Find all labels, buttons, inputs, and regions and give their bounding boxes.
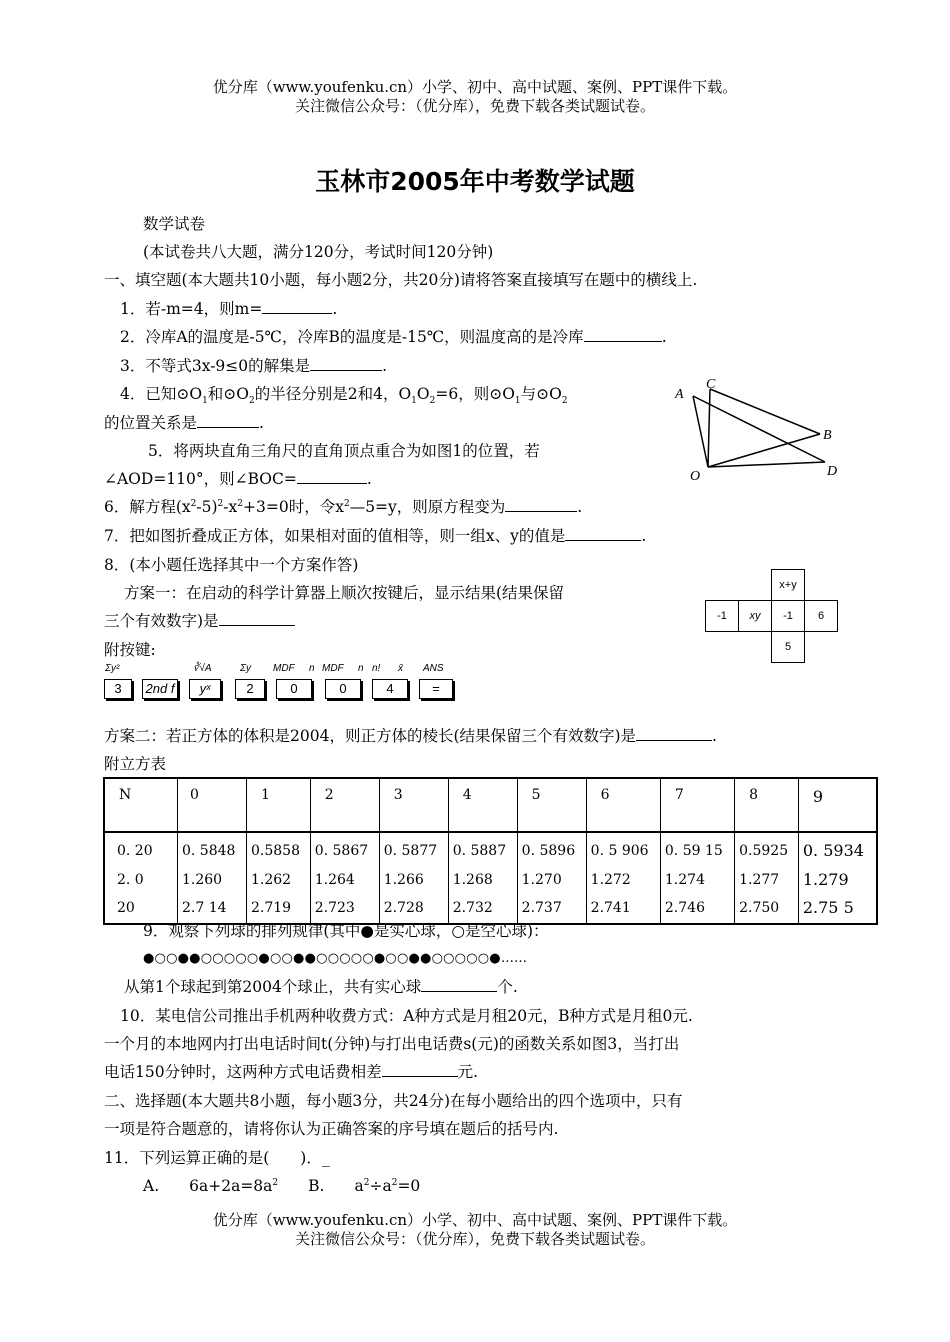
key-4[interactable]: 4	[372, 679, 408, 699]
header-line-2: 关注微信公众号：（优分库），免费下载各类试题试卷。	[294, 97, 655, 115]
table-data-block	[104, 832, 877, 924]
table-col-5	[517, 832, 586, 924]
answer-blank	[382, 1062, 458, 1077]
table-col-4	[448, 832, 517, 924]
answer-blank	[219, 611, 295, 626]
q9-text-d: 个.	[497, 978, 518, 996]
key-label-n-2: n	[358, 663, 364, 674]
keys-label: 附按键:	[104, 641, 156, 659]
ball-sequence: ●○○●●○○○○○●○○●●○○○○○●○○●●○○○○○●……	[143, 951, 528, 966]
question-5-cont	[104, 469, 372, 489]
table-col-0	[178, 832, 247, 924]
answer-blank	[565, 526, 641, 541]
table-cell: 0. 5 906	[590, 843, 649, 859]
question-4	[120, 384, 568, 407]
table-cell: 0. 5877	[383, 843, 438, 859]
key-label-root: ∛√A	[193, 663, 212, 674]
table-header-cell: 1	[246, 778, 310, 832]
cube-table-label: 附立方表	[104, 755, 167, 773]
table-header-cell: 5	[517, 778, 586, 832]
table-col-9	[798, 832, 877, 924]
table-header-cell: 0	[178, 778, 247, 832]
label-o: O	[690, 469, 701, 482]
table-cell: 0. 59 15	[664, 843, 723, 859]
sup-2: 2	[343, 498, 350, 509]
period: .	[366, 470, 372, 488]
plan-1-cont	[104, 611, 295, 631]
table-header-cell: 9	[798, 778, 877, 832]
label-c: C	[706, 377, 716, 392]
exam-note: (本试卷共八大题，满分120分，考试时间120分钟)	[143, 243, 494, 261]
q2-text: 2．冷库A的温度是-5℃，冷库B的温度是-15℃，则温度高的是冷库	[120, 328, 584, 346]
option-b-result: =0	[397, 1177, 421, 1195]
table-cell: 2.723	[314, 900, 355, 916]
key-0-first[interactable]: 0	[276, 679, 312, 699]
question-6	[104, 497, 582, 517]
table-cell: 0. 5896	[521, 843, 576, 859]
table-header-cell: 2	[310, 778, 379, 832]
question-5: 5．将两块直角三角尺的直角顶点重合为如图1的位置，若	[148, 442, 540, 460]
q6-text-b: -5)	[196, 498, 218, 516]
answer-blank	[310, 356, 382, 371]
cube-net	[705, 569, 838, 663]
question-10: 10．某电信公司推出手机两种收费方式：A种方式是月租20元，B种方式是月租0元.	[120, 1007, 693, 1025]
question-11: 11．下列运算正确的是( )．_	[104, 1149, 330, 1167]
q6-text-a: 6．解方程(x	[104, 498, 191, 516]
table-cell: 2.7 14	[182, 900, 227, 916]
table-cell: 1.277	[739, 871, 780, 888]
period: .	[332, 300, 338, 318]
table-cell: 1.260	[182, 871, 223, 888]
answer-blank	[421, 977, 497, 992]
table-col-8	[735, 832, 799, 924]
q4-text-d: =6，则⊙O	[435, 385, 515, 403]
q7-text: 7．把如图折叠成正方体，如果相对面的值相等，则一组x、y的值是	[104, 527, 566, 545]
option-a-label: A.	[143, 1177, 160, 1195]
option-b-a: a	[354, 1177, 364, 1195]
key-label-x-bar: x̄	[398, 663, 403, 674]
key-2[interactable]: 2	[235, 679, 265, 699]
question-11-options	[143, 1176, 420, 1196]
table-cell: 2.750	[739, 900, 780, 916]
table-cell: 0. 5934	[802, 841, 864, 860]
key-label-n-factorial: n!	[372, 663, 381, 674]
question-10-line-2: 一个月的本地网内打出电话时间t(分钟)与打出电话费s(元)的函数关系如图3，当打出	[104, 1035, 680, 1053]
net-face-right: 6	[805, 601, 838, 632]
question-7	[104, 526, 646, 546]
q3-text: 3．不等式3x-9≤0的解集是	[120, 357, 311, 375]
net-face-bottom: 5	[772, 632, 805, 663]
period: .	[382, 357, 388, 375]
answer-blank	[636, 726, 712, 741]
table-cell: 1.272	[590, 871, 631, 888]
table-cell: 2.719	[250, 900, 292, 916]
section-2-heading-cont: 一项是符合题意的，请将你认为正确答案的序号填在题后的括号内.	[104, 1120, 559, 1138]
q4-text-c: 的半径分别是2和4，O	[254, 385, 412, 403]
subtitle: 数学试卷	[143, 215, 206, 233]
sub-1: 1	[202, 396, 208, 407]
key-label-mdf-1: MDF	[273, 663, 295, 674]
sup-2: 2	[237, 498, 243, 509]
sub-1: 1	[411, 396, 417, 407]
table-header-cell: N	[104, 778, 178, 832]
answer-blank	[584, 327, 662, 342]
q6-text-e: —5=y，则原方程变为	[349, 498, 506, 516]
table-cell: 1.268	[452, 871, 493, 888]
sub-2: 2	[429, 396, 436, 407]
q4-text-f: 的位置关系是	[104, 414, 198, 432]
sub-2: 2	[249, 396, 255, 407]
table-cell: 1.264	[314, 871, 355, 888]
table-header-cell: 4	[448, 778, 517, 832]
net-face-top: x+y	[772, 570, 805, 601]
table-col-6	[586, 832, 660, 924]
table-cell: 0.5858	[250, 843, 300, 859]
table-cell: 1.279	[802, 869, 849, 889]
cell-n-2: 2. 0	[117, 871, 144, 888]
table-col-n	[104, 832, 178, 924]
table-cell: 2.746	[664, 900, 705, 916]
table-header-cell: 6	[586, 778, 660, 832]
answer-blank	[297, 469, 367, 484]
plan-1: 方案一：在启动的科学计算器上顺次按键后，显示结果(结果保留	[124, 584, 565, 602]
label-d: D	[827, 464, 838, 479]
table-cell: 1.274	[664, 871, 705, 888]
key-power[interactable]: yˣ	[189, 679, 221, 699]
label-b: B	[823, 428, 832, 443]
table-cell: 0.5925	[739, 843, 789, 859]
q1-text: 1．若-m=4，则m=	[120, 300, 263, 318]
net-face-left: -1	[706, 601, 739, 632]
q6-text-c: -x	[223, 498, 238, 516]
question-10-line-3	[104, 1062, 478, 1082]
key-equals[interactable]: =	[419, 679, 453, 699]
key-label-n-1: n	[309, 663, 315, 674]
label-a: A	[675, 387, 684, 402]
key-label-ans: ANS	[423, 663, 444, 674]
q4-text-b: 和⊙O	[207, 385, 249, 403]
sup-2: 2	[190, 498, 197, 509]
table-col-1	[246, 832, 310, 924]
table-cell: 1.270	[521, 871, 562, 888]
key-label-mdf-2: MDF	[322, 663, 344, 674]
table-header-cell: 7	[660, 778, 734, 832]
table-cell: 0. 5887	[452, 843, 507, 859]
table-cell: 2.737	[521, 900, 562, 916]
key-3[interactable]: 3	[104, 679, 132, 699]
question-8: 8．(本小题任选择其中一个方案作答)	[104, 556, 359, 574]
period: .	[712, 727, 717, 745]
table-cell: 1.262	[250, 871, 292, 888]
question-4-cont	[104, 413, 264, 433]
q9-text-c: 从第1个球起到第2004个球止，共有实心球	[124, 978, 422, 996]
table-cell: 2.75 5	[802, 898, 854, 917]
header-line-1: 优分库（www.youfenku.cn）小学、初中、高中试题、案例、PPT课件下载。	[212, 78, 738, 96]
answer-blank	[262, 299, 332, 314]
sub-2: 2	[561, 396, 568, 407]
table-cell: 2.728	[383, 900, 424, 916]
o-letter: O	[416, 385, 430, 403]
table-cell: 0. 5867	[314, 843, 369, 859]
plan-2	[104, 726, 717, 746]
key-label-sum-y: Σy	[240, 663, 251, 674]
figure-1-triangles	[670, 372, 850, 482]
question-2	[120, 327, 667, 347]
table-header-cell: 3	[379, 778, 448, 832]
option-b-div: ÷a	[369, 1177, 392, 1195]
cube-root-table	[103, 777, 878, 925]
section-1-heading: 一、填空题(本大题共10小题，每小题2分，共20分)请将答案直接填写在题中的横线上.	[104, 271, 698, 289]
table-col-7	[660, 832, 734, 924]
key-label-sum-y2: Σy²	[105, 663, 120, 674]
sup-2: 2	[363, 1177, 370, 1188]
table-cell: 2.741	[590, 900, 631, 916]
page-title: 玉林市2005年中考数学试题	[315, 167, 635, 196]
option-b-label: B.	[308, 1177, 325, 1195]
question-1	[120, 299, 337, 319]
period: .	[661, 328, 667, 346]
period: .	[259, 414, 264, 432]
q10-text-d: 元.	[457, 1063, 479, 1081]
sup-2: 2	[217, 498, 224, 509]
question-9-cont	[124, 977, 518, 997]
footer-line-2: 关注微信公众号：（优分库），免费下载各类试题试卷。	[294, 1230, 655, 1248]
answer-blank	[505, 497, 577, 512]
question-9: 9．观察下列球的排列规律(其中●是实心球，○是空心球)：	[143, 922, 549, 940]
answer-blank	[197, 413, 259, 428]
cell-n-1: 0. 20	[117, 843, 153, 859]
q4-text-e: 与⊙O	[520, 385, 562, 403]
table-col-3	[379, 832, 448, 924]
question-3	[120, 356, 387, 376]
table-col-2	[310, 832, 379, 924]
sup-2: 2	[391, 1177, 398, 1188]
option-a: 6a+2a=8a	[189, 1177, 273, 1195]
q5-text-b: ∠AOD=110°，则∠BOC=	[104, 470, 297, 488]
q6-text-d: +3=0时，令x	[243, 498, 344, 516]
table-header-cell: 8	[735, 778, 799, 832]
footer-line-1: 优分库（www.youfenku.cn）小学、初中、高中试题、案例、PPT课件下载。	[212, 1211, 738, 1229]
q4-text-a: 4．已知⊙O	[120, 385, 203, 403]
net-face-mid1: xy	[739, 601, 772, 632]
period: .	[641, 527, 647, 545]
table-cell: 2.732	[452, 900, 493, 916]
period: .	[577, 498, 583, 516]
cell-n-3: 20	[117, 900, 135, 916]
section-2-heading: 二、选择题(本大题共8小题，每小题3分，共24分)在每小题给出的四个选项中，只有	[104, 1092, 683, 1110]
key-2ndf[interactable]: 2nd f	[142, 679, 178, 699]
table-cell: 0. 5848	[182, 843, 236, 859]
key-0-second[interactable]: 0	[325, 679, 361, 699]
q10-text-c: 电话150分钟时，这两种方式电话费相差	[104, 1063, 382, 1081]
plan1-text-b: 三个有效数字)是	[104, 612, 219, 630]
table-cell: 1.266	[383, 871, 424, 888]
sub-1: 1	[514, 396, 521, 407]
sup-2: 2	[272, 1177, 279, 1188]
plan2-text: 方案二：若正方体的体积是2004，则正方体的棱长(结果保留三个有效数字)是	[104, 727, 637, 745]
table-header-row	[104, 778, 877, 832]
net-face-mid2: -1	[772, 601, 805, 632]
